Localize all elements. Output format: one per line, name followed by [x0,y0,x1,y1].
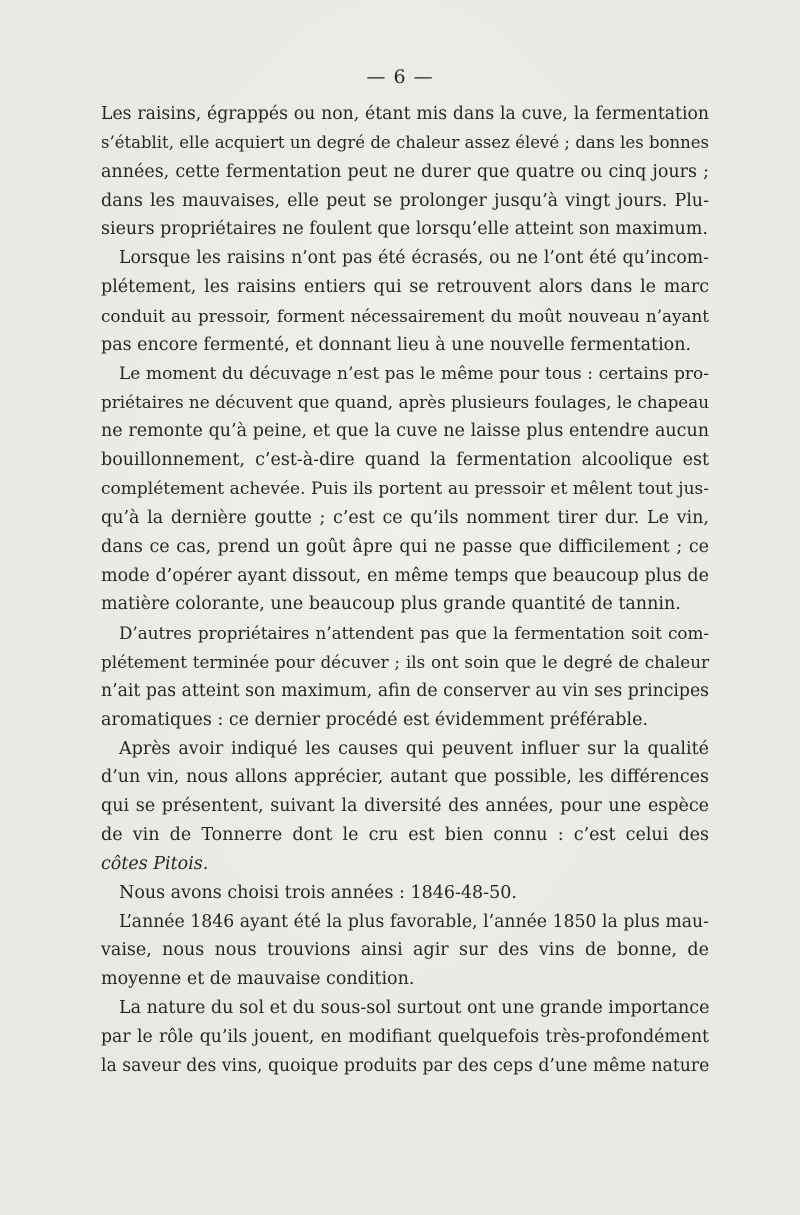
text-line: complétement achevée. Puis ils portent au pressoir et mêlent tout jus- [101,478,709,499]
text-line: par le rôle qu’ils jouent, en modifiant quelquefois très-profondément [101,1027,709,1047]
text-line: Nous avons choisi trois années : 1846-48-50. [119,882,517,903]
text-line: La nature du sol et du sous-sol surtout ont une grande importance [119,998,710,1019]
text-line: aromatiques : ce dernier procédé est évidemment préférable. [101,709,649,730]
text-line: conduit au pressoir, forment nécessairement du moût nouveau n’ayant [101,305,709,326]
text-line: L’année 1846 ayant été la plus favorable, l’année 1850 la plus mau- [119,911,709,932]
page-number: — 6 — [366,66,434,88]
text-line: la saveur des vins, quoique produits par des ceps d’une même nature [101,1055,710,1076]
text-line: n’ait pas atteint son maximum, afin de conserver au vin ses principes [101,680,709,701]
text-line: moyenne et de mauvaise condition. [101,969,415,990]
text-line: priétaires ne décuvent que quand, après plusieurs foulages, le chapeau [101,392,709,413]
text-line: dans les mauvaises, elle peut se prolonger jusqu’à vingt jours. Plu- [101,190,709,211]
text-line: Lorsque les raisins n’ont pas été écrasés, ou ne l’ont été qu’incom- [119,248,709,269]
text-line: Les raisins, égrappés ou non, étant mis dans la cuve, la fermentation [101,104,709,124]
text-line: D’autres propriétaires n’attendent pas que la fermentation soit com- [119,623,709,644]
text-line: côtes Pitois. [101,853,209,874]
text-line: plétement terminée pour décuver ; ils ont soin que le degré de chaleur [101,652,709,673]
text-line: d’un vin, nous allons apprécier, autant que possible, les différences [101,767,709,788]
text-line: sieurs propriétaires ne foulent que lorsqu’elle atteint son maximum. [101,219,708,240]
text-line: dans ce cas, prend un goût âpre qui ne passe que difficilement ; ce [101,536,709,557]
text-line: vaise, nous nous trouvions ainsi agir sur des vins de bonne, de [101,940,709,961]
text-line: années, cette fermentation peut ne durer que quatre ou cinq jours ; [101,161,709,182]
text-line: matière colorante, une beaucoup plus grande quantité de tannin. [101,594,681,615]
text-line: Le moment du décuvage n’est pas le même pour tous : certains pro- [119,363,709,384]
text-line: bouillonnement, c’est-à-dire quand la fermentation alcoolique est [101,450,709,471]
text-line: pas encore fermenté, et donnant lieu à une nouvelle fermentation. [101,334,692,355]
text-line: qu’à la dernière goutte ; c’est ce qu’ils nomment tirer dur. Le vin, [101,507,709,528]
text-line: Après avoir indiqué les causes qui peuvent influer sur la qualité [119,738,709,759]
text-line: qui se présentent, suivant la diversité des années, pour une espèce [101,796,709,817]
text-line: de vin de Tonnerre dont le cru est bien connu : c’est celui des [101,825,709,846]
text-line: plétement, les raisins entiers qui se retrouvent alors dans le marc [101,277,709,298]
text-line: s’établit, elle acquiert un degré de chaleur assez élevé ; dans les bonnes [101,132,709,152]
text-line: mode d’opérer ayant dissout, en même temps que beaucoup plus de [101,565,709,586]
body-text [101,100,709,1081]
text-line: ne remonte qu’à peine, et que la cuve ne laisse plus entendre aucun [101,421,709,442]
